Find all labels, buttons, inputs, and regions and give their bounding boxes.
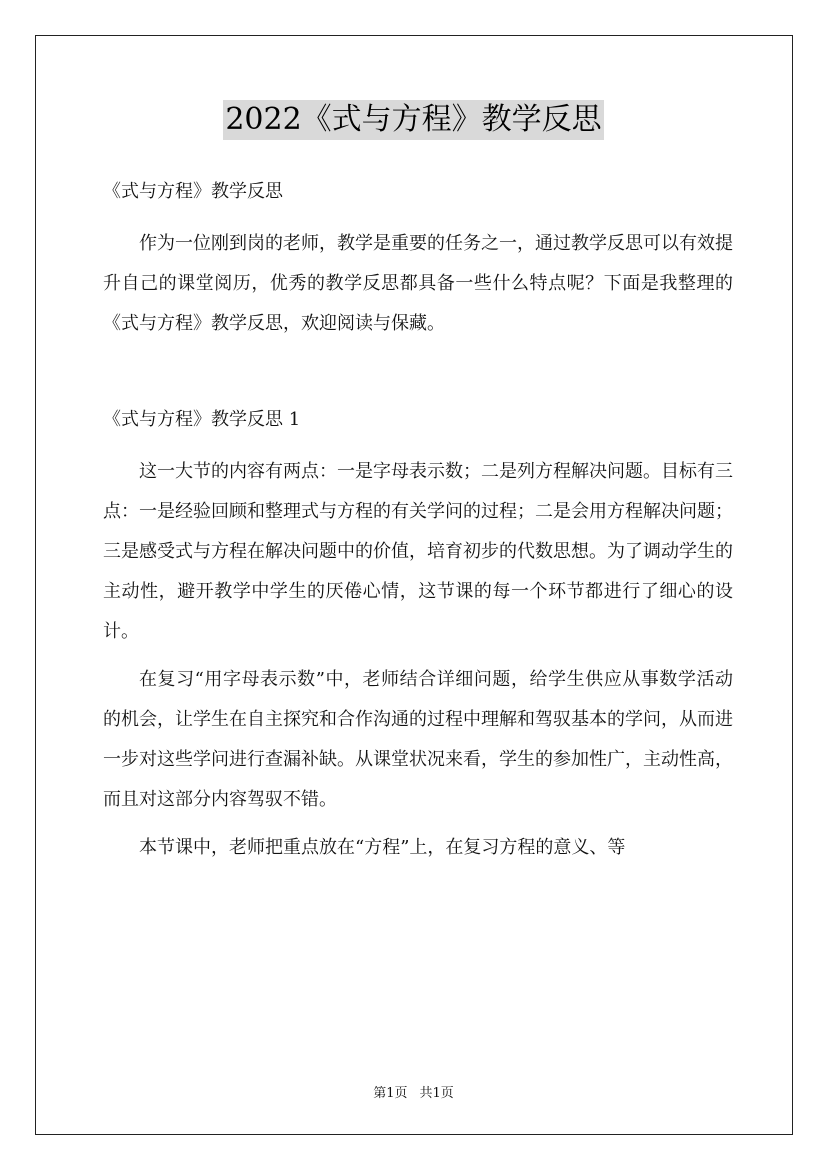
body-paragraph: 在复习“用字母表示数”中，老师结合详细问题，给学生供应从事数学活动的机会，让学生在自主探究和合作沟通的过程中理解和驾驭基本的学问，从而进一步对这些学问进行查漏补缺。从课堂状况来看，学生的参加性广，主动性高，而且对这部分内容驾驭不错。 xyxy=(103,669,733,810)
spacer xyxy=(103,440,733,452)
title-container xyxy=(0,100,827,140)
document-title: 2022《式与方程》教学反思 xyxy=(223,100,603,140)
page-footer xyxy=(0,1085,827,1103)
document-body xyxy=(103,172,733,868)
intro-heading: 《式与方程》教学反思 xyxy=(103,181,283,202)
intro-paragraph: 作为一位刚到岗的老师，教学是重要的任务之一，通过教学反思可以有效提升自己的课堂阅历，优秀的教学反思都具备一些什么特点呢？下面是我整理的《式与方程》教学反思，欢迎阅读与保藏。 xyxy=(103,233,733,334)
page-number: 第1页 xyxy=(373,1086,408,1101)
spacer xyxy=(103,344,733,400)
page-total: 共1页 xyxy=(419,1086,454,1101)
body-paragraph: 本节课中，老师把重点放在“方程”上，在复习方程的意义、等 xyxy=(139,837,626,858)
spacer xyxy=(103,212,733,224)
section-heading: 《式与方程》教学反思 1 xyxy=(103,409,301,430)
body-paragraph: 这一大节的内容有两点：一是字母表示数；二是列方程解决问题。目标有三点：一是经验回顾和整理式与方程的有关学问的过程；二是会用方程解决问题；三是感受式与方程在解决问题中的价值，培育初步的代数思想。为了调动学生的主动性，避开教学中学生的厌倦心情，这节课的每一个环节都进行了细心的设计。 xyxy=(103,461,733,642)
